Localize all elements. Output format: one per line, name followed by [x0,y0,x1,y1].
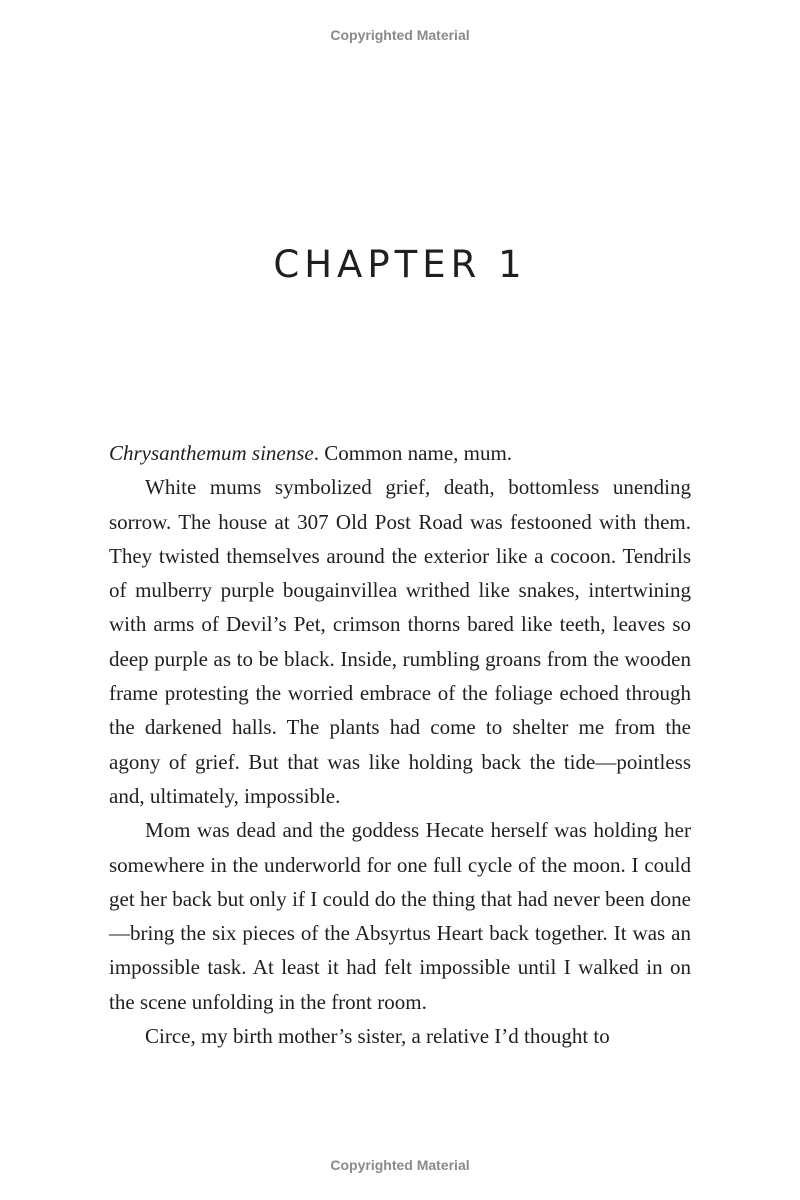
copyright-watermark-bottom: Copyrighted Material [330,1157,470,1173]
chapter-title: CHAPTER 1 [273,242,527,286]
paragraph-2: White mums symbolized grief, death, bottomless unending sorrow. The house at 307 Old Post Road was festooned with them. They twisted themselves around the exterior like a cocoon. Tendrils of mulberry purple bougainvillea writhed like snakes, intertwining with arms of Devil’s Pet, crimson thorns bared like teeth, leaves so deep purple as to be black. Inside, rumbling groans from the wooden frame protesting the worried embrace of the foliage echoed through the darkened halls. The plants had come to shelter me from the agony of grief. But that was like holding back the tide—pointless and, ultimately, impossible. [109,475,691,808]
paragraph-4: Circe, my birth mother’s sister, a relative I’d thought to [145,1024,610,1049]
copyright-watermark-top: Copyrighted Material [330,27,470,43]
paragraph-1 [109,436,691,470]
species-name: Chrysanthemum sinense [109,441,314,465]
paragraph-3: Mom was dead and the goddess Hecate herself was holding her somewhere in the underworld for one full cycle of the moon. I could get her back but only if I could do the thing that had never been done—bring the six pieces of the Absyrtus Heart back together. It was an impossible task. At least it had felt impossible until I walked in on the scene unfolding in the front room. [109,818,691,1014]
paragraph-1-text: . Common name, mum. [313,441,513,465]
chapter-body [109,436,691,1053]
